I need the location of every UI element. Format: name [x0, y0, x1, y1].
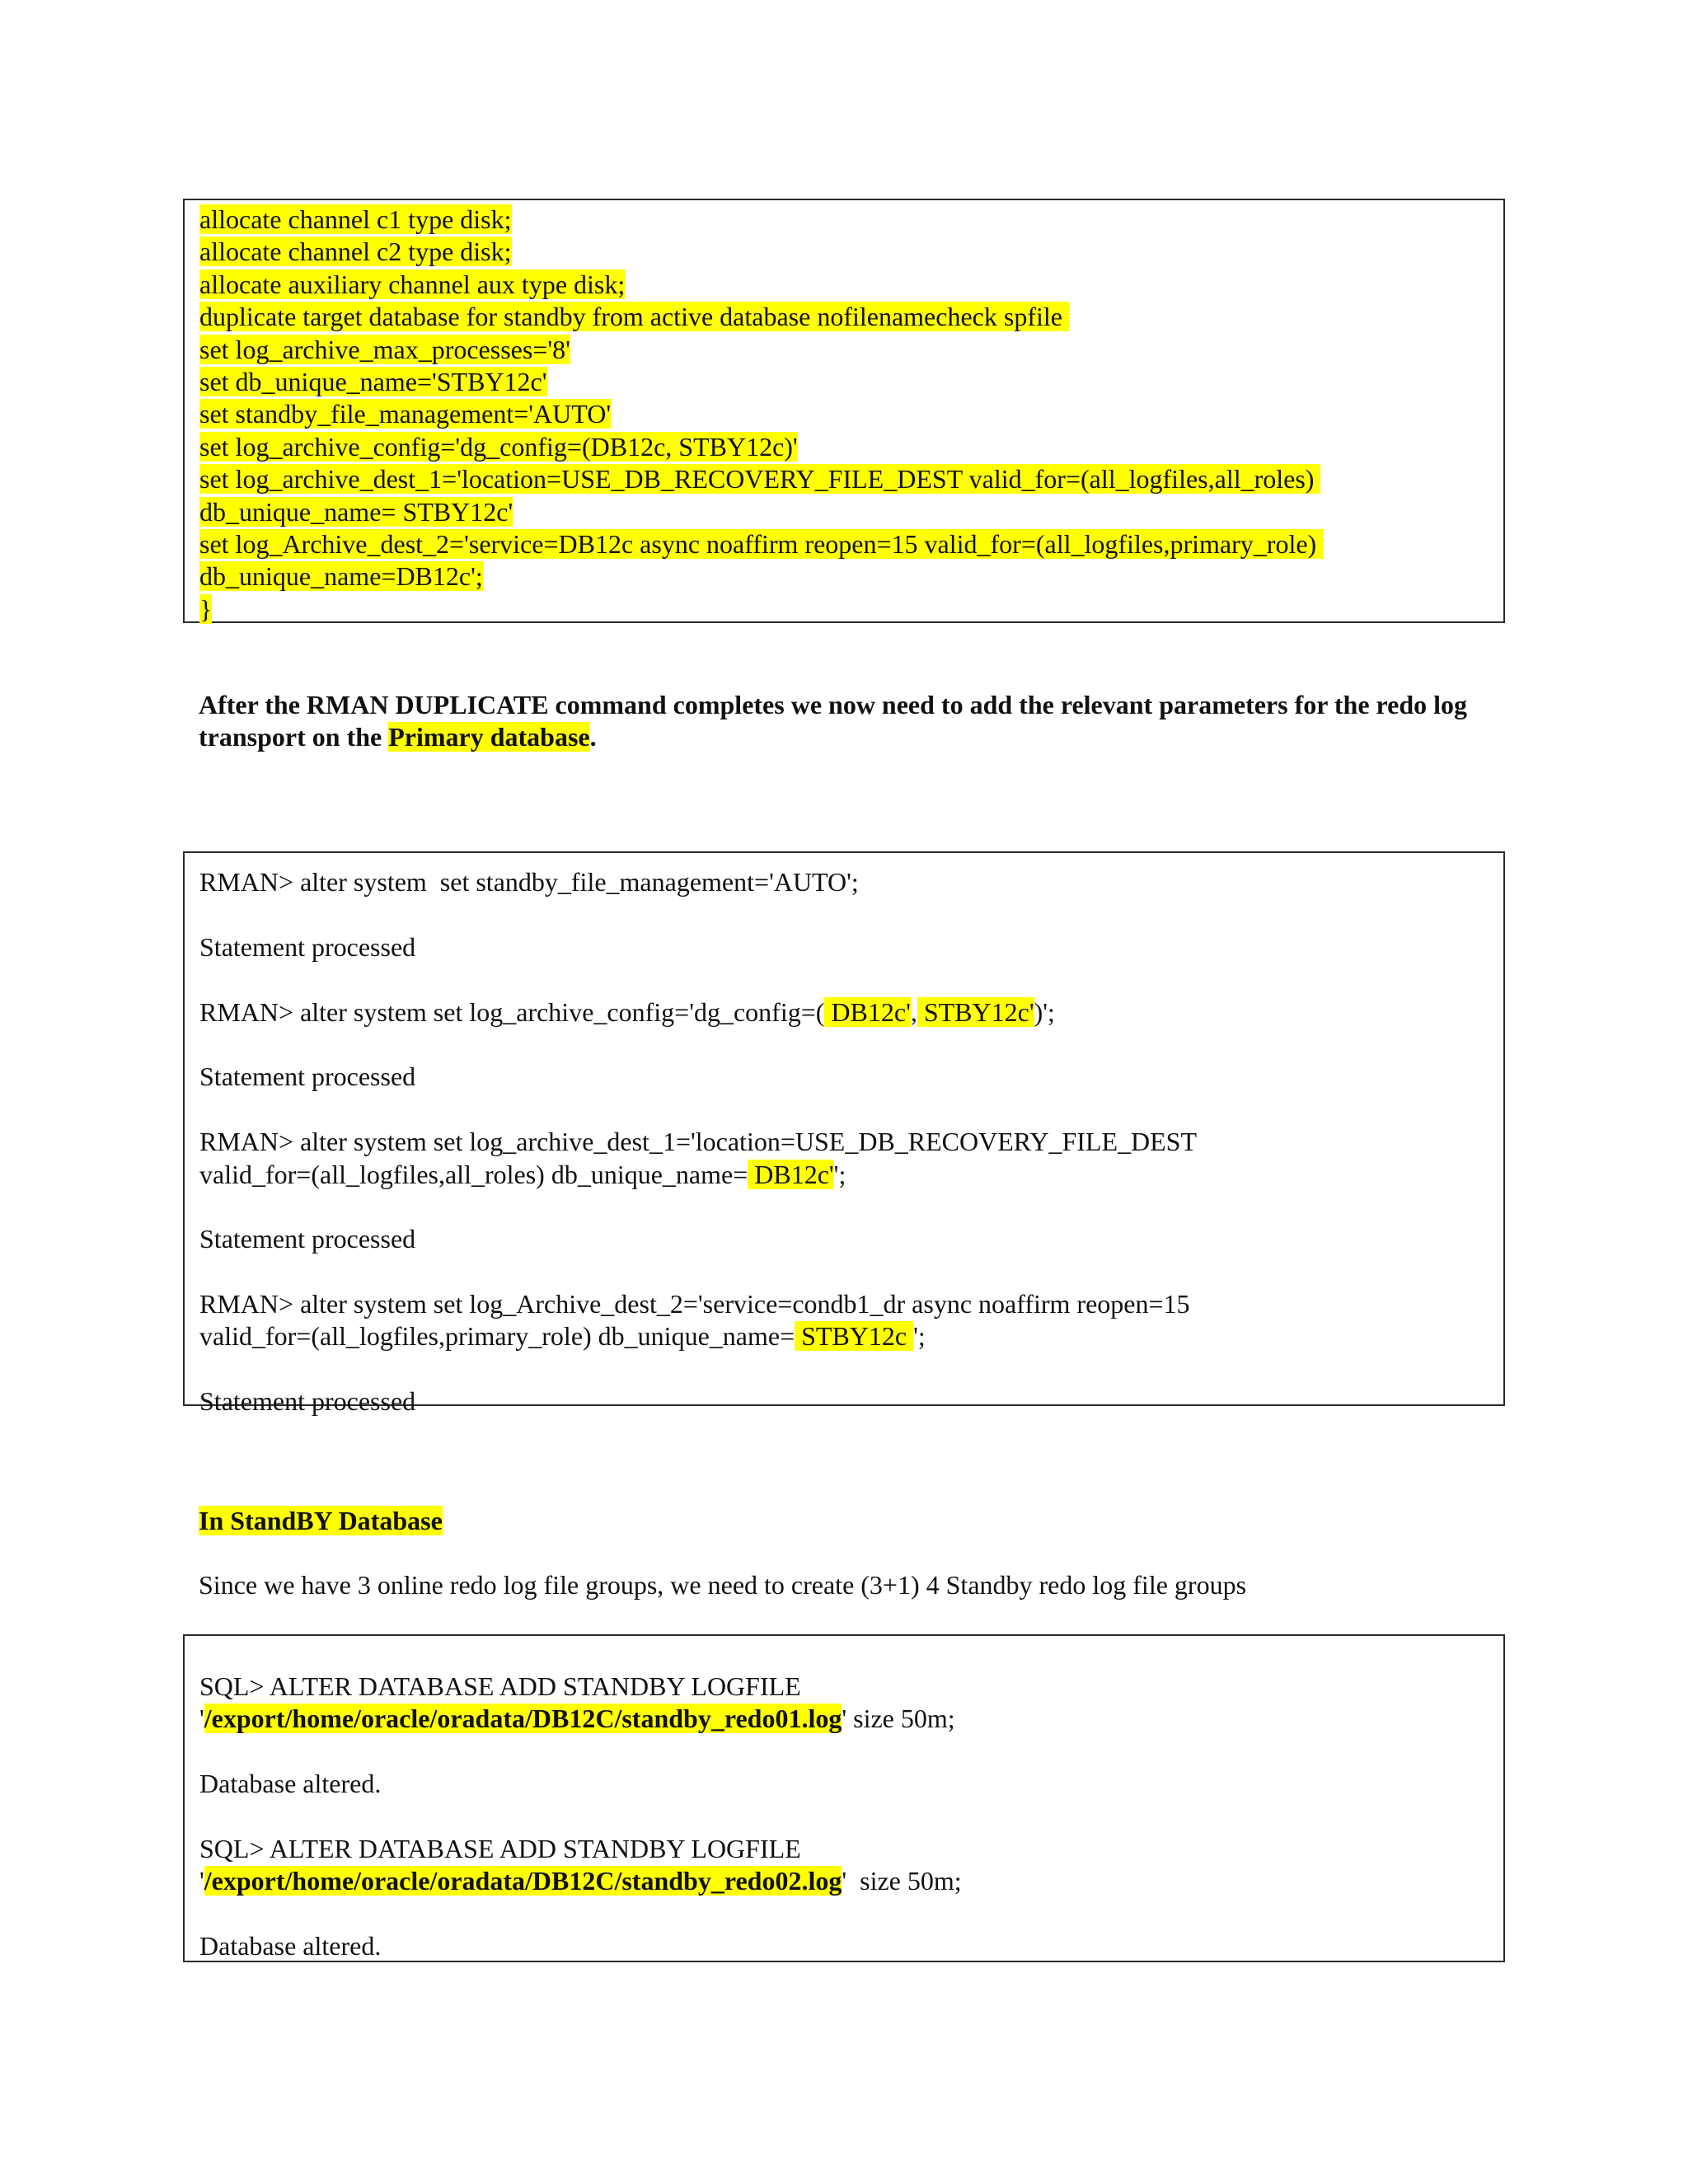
quote: ' [199, 1704, 204, 1734]
script-line-text: db_unique_name= STBY12c' [199, 496, 513, 527]
script-line-text: set log_archive_dest_1='location=USE_DB_RECOVERY_FILE_DEST valid_for=(all_logfiles,all_roles) [199, 464, 1321, 494]
blank-line [199, 963, 1489, 996]
primary-config-box [183, 851, 1505, 1417]
command-text: '; [913, 1321, 926, 1352]
script-line-text: set standby_file_management='AUTO' [199, 399, 612, 429]
script-line [199, 269, 1489, 301]
script-lines [199, 204, 1489, 626]
script-line-text: allocate auxiliary channel aux type disk; [199, 269, 626, 299]
stby12c-highlight: STBY12c [795, 1321, 914, 1352]
blank-line [199, 1191, 1489, 1223]
command-line [199, 1320, 1489, 1352]
script-line-text: allocate channel c1 type disk; [199, 204, 512, 234]
script-line [199, 560, 1489, 593]
command-text: RMAN> alter system set log_archive_config='dg_config=( [199, 996, 825, 1027]
blank-line [199, 1801, 1489, 1833]
script-line-text: duplicate target database for standby from active database nofilenamecheck spfile [199, 302, 1069, 332]
result-line: Database altered. [199, 1769, 382, 1799]
rman-duplicate-script-box [183, 199, 1505, 623]
command-line: SQL> ALTER DATABASE ADD STANDBY LOGFILE [199, 1833, 801, 1863]
script-line [199, 204, 1489, 236]
command-line [199, 1703, 1489, 1735]
blank-line [199, 1898, 1489, 1930]
result-line: Statement processed [199, 1386, 416, 1417]
command-text: '; [833, 1159, 846, 1189]
result-line: Statement processed [199, 1062, 416, 1092]
script-line [199, 496, 1489, 528]
stby12c-highlight: STBY12c' [917, 996, 1034, 1027]
blank-line [199, 1256, 1489, 1288]
blank-line [199, 1094, 1489, 1126]
standby-logfile-box [183, 1634, 1505, 1962]
command-text: valid_for=(all_logfiles,all_roles) db_unique_name= [199, 1159, 748, 1189]
command-line: RMAN> alter system set log_archive_dest_1='location=USE_DB_RECOVERY_FILE_DEST [199, 1127, 1198, 1157]
script-line-text: allocate channel c2 type disk; [199, 237, 512, 267]
command-text: valid_for=(all_logfiles,primary_role) db_unique_name= [199, 1321, 795, 1352]
standby-heading [199, 1505, 1509, 1537]
db12c-highlight: DB12c' [748, 1159, 834, 1189]
command-text: ' size 50m; [842, 1704, 955, 1734]
standby-logfile-lines [199, 1671, 1489, 1963]
blank-line [199, 1029, 1489, 1061]
result-line: Database altered. [199, 1931, 382, 1961]
script-line-text: set db_unique_name='STBY12c' [199, 366, 547, 396]
script-line [199, 398, 1489, 430]
script-line [199, 463, 1489, 495]
db12c-highlight: DB12c' [824, 996, 911, 1027]
script-line-text: db_unique_name=DB12c'; [199, 561, 483, 592]
command-line [199, 1865, 1489, 1897]
script-line-text: set log_archive_config='dg_config=(DB12c, STBY12c)' [199, 431, 798, 462]
blank-line [199, 1736, 1489, 1768]
blank-line [199, 1353, 1489, 1385]
script-line-text: set log_archive_max_processes='8' [199, 334, 570, 364]
command-text: ' size 50m; [842, 1866, 962, 1896]
intro-text: After the RMAN DUPLICATE command completes we now need to add the relevant parameters for the redo log transport on the [199, 690, 1468, 752]
quote: ' [199, 1866, 204, 1896]
command-line [199, 996, 1489, 1029]
command-text: )'; [1034, 996, 1055, 1027]
script-line-text: } [199, 593, 213, 624]
command-text: , [910, 996, 917, 1027]
blank-line [199, 898, 1489, 930]
script-line [199, 528, 1489, 560]
result-line: Statement processed [199, 931, 416, 962]
script-line [199, 593, 1489, 626]
command-line [199, 1159, 1489, 1191]
script-line [199, 431, 1489, 463]
script-line [199, 334, 1489, 366]
command-line: RMAN> alter system set standby_file_management='AUTO'; [199, 867, 859, 897]
logfile-path-highlight: /export/home/oracle/oradata/DB12C/standby_redo01.log [204, 1704, 842, 1734]
command-line: SQL> ALTER DATABASE ADD STANDBY LOGFILE [199, 1671, 801, 1701]
command-line: RMAN> alter system set log_Archive_dest_2='service=condb1_dr async noaffirm reopen=15 [199, 1289, 1190, 1319]
script-line-text: set log_Archive_dest_2='service=DB12c async noaffirm reopen=15 valid_for=(all_logfiles,primary_role) [199, 528, 1324, 559]
script-line [199, 236, 1489, 268]
standby-paragraph: Since we have 3 online redo log file groups, we need to create (3+1) 4 Standby redo log file groups [199, 1570, 1247, 1600]
primary-database-highlight: Primary database [388, 722, 590, 752]
standby-heading-text: In StandBY Database [199, 1506, 443, 1535]
intro-paragraph [199, 689, 1509, 754]
script-line [199, 366, 1489, 398]
script-line [199, 301, 1489, 333]
result-line: Statement processed [199, 1224, 416, 1254]
intro-text-end: . [589, 722, 597, 752]
logfile-path-highlight: /export/home/oracle/oradata/DB12C/standby_redo02.log [204, 1866, 842, 1896]
primary-config-lines [199, 866, 1489, 1418]
